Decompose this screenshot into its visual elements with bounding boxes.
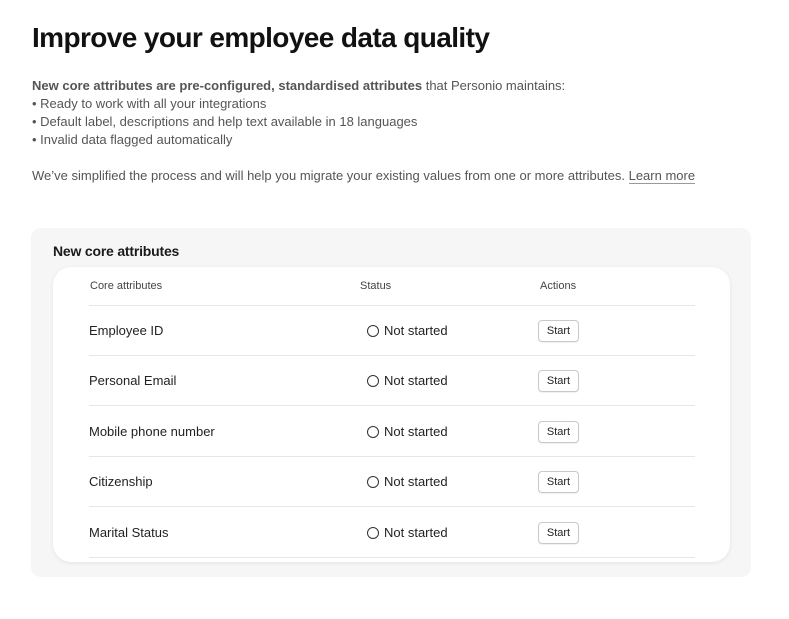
status-text: Not started [384, 373, 448, 388]
circle-icon [367, 325, 379, 337]
status-cell [367, 474, 448, 489]
intro-text [32, 77, 752, 149]
attribute-name: Personal Email [89, 373, 177, 388]
start-button[interactable]: Start [538, 522, 579, 544]
page-title: Improve your employee data quality [32, 22, 490, 53]
status-cell [367, 373, 448, 388]
migrate-text [32, 167, 772, 185]
start-button[interactable]: Start [538, 320, 579, 342]
column-header-actions: Actions [540, 280, 577, 292]
bullet-item: • Default label, descriptions and help text available in 18 languages [32, 114, 418, 129]
status-cell [367, 323, 448, 338]
status-cell [367, 424, 448, 439]
circle-icon [367, 375, 379, 387]
circle-icon [367, 476, 379, 488]
attribute-name: Mobile phone number [89, 424, 215, 439]
intro-rest: that Personio maintains: [422, 78, 566, 93]
attribute-name: Citizenship [89, 474, 153, 489]
bullet-item: • Invalid data flagged automatically [32, 132, 233, 147]
table-row [89, 508, 695, 558]
start-button[interactable]: Start [538, 471, 579, 493]
migrate-description: We’ve simplified the process and will help you migrate your existing values from one or more attributes. [32, 168, 629, 183]
status-text: Not started [384, 474, 448, 489]
table-row [89, 407, 695, 457]
status-cell [367, 525, 448, 540]
attribute-name: Employee ID [89, 323, 164, 338]
start-button[interactable]: Start [538, 421, 579, 443]
start-button[interactable]: Start [538, 370, 579, 392]
column-header-status: Status [360, 280, 392, 292]
core-attributes-panel [31, 228, 751, 577]
table-header [89, 280, 695, 306]
attribute-name: Marital Status [89, 525, 169, 540]
panel-title: New core attributes [53, 243, 180, 259]
circle-icon [367, 426, 379, 438]
bullet-item: • Ready to work with all your integrations [32, 96, 267, 111]
status-text: Not started [384, 323, 448, 338]
circle-icon [367, 527, 379, 539]
table-row [89, 306, 695, 356]
table-row [89, 356, 695, 406]
column-header-attributes: Core attributes [90, 280, 163, 292]
intro-strong: New core attributes are pre-configured, standardised attributes [32, 78, 423, 93]
attributes-table [53, 267, 730, 562]
table-row [89, 457, 695, 507]
status-text: Not started [384, 424, 448, 439]
status-text: Not started [384, 525, 448, 540]
learn-more-link[interactable]: Learn more [628, 168, 696, 183]
